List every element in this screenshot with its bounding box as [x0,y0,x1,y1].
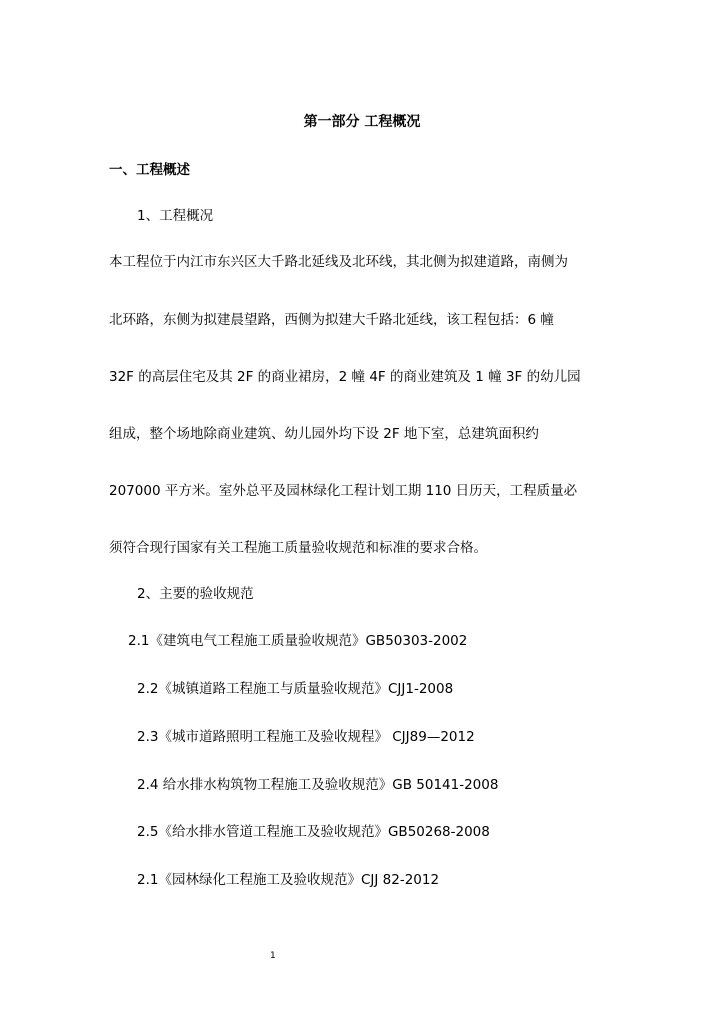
standard-item: 2.2《城镇道路工程施工与质量验收规范》CJJ1-2008 [137,681,454,697]
body-line-5: 207000 平方米。室外总平及园林绿化工程计划工期 110 日历天，工程质量必 [109,483,578,499]
standard-item: 2.5《给水排水管道工程施工及验收规范》GB50268-2008 [137,824,490,840]
page-title: 第一部分 工程概况 [303,114,421,130]
body-line-1: 本工程位于内江市东兴区大千路北延线及北环线，其北侧为拟建道路，南侧为 [109,254,568,270]
standard-item: 2.3《城市道路照明工程施工及验收规程》 CJJ89—2012 [137,729,475,745]
subsection-heading-standards: 2、主要的验收规范 [137,586,254,602]
body-line-2: 北环路，东侧为拟建晨望路，西侧为拟建大千路北延线，该工程包括：6 幢 [109,312,554,328]
body-line-3: 32F 的高层住宅及其 2F 的商业裙房，2 幢 4F 的商业建筑及 1 幢 3F 的幼儿园 [109,369,581,385]
body-line-6: 须符合现行国家有关工程施工质量验收规范和标准的要求合格。 [109,540,487,556]
page-number: 1 [270,951,276,961]
standard-item: 2.1《建筑电气工程施工质量验收规范》GB50303-2002 [128,633,468,649]
section-heading: 一、工程概述 [109,162,190,178]
body-line-4: 组成，整个场地除商业建筑、幼儿园外均下设 2F 地下室，总建筑面积约 [109,426,539,442]
standard-item: 2.1《园林绿化工程施工及验收规范》CJJ 82-2012 [137,872,440,888]
standard-item: 2.4 给水排水构筑物工程施工及验收规范》GB 50141-2008 [137,777,499,793]
subsection-heading-overview: 1、工程概况 [137,208,214,224]
